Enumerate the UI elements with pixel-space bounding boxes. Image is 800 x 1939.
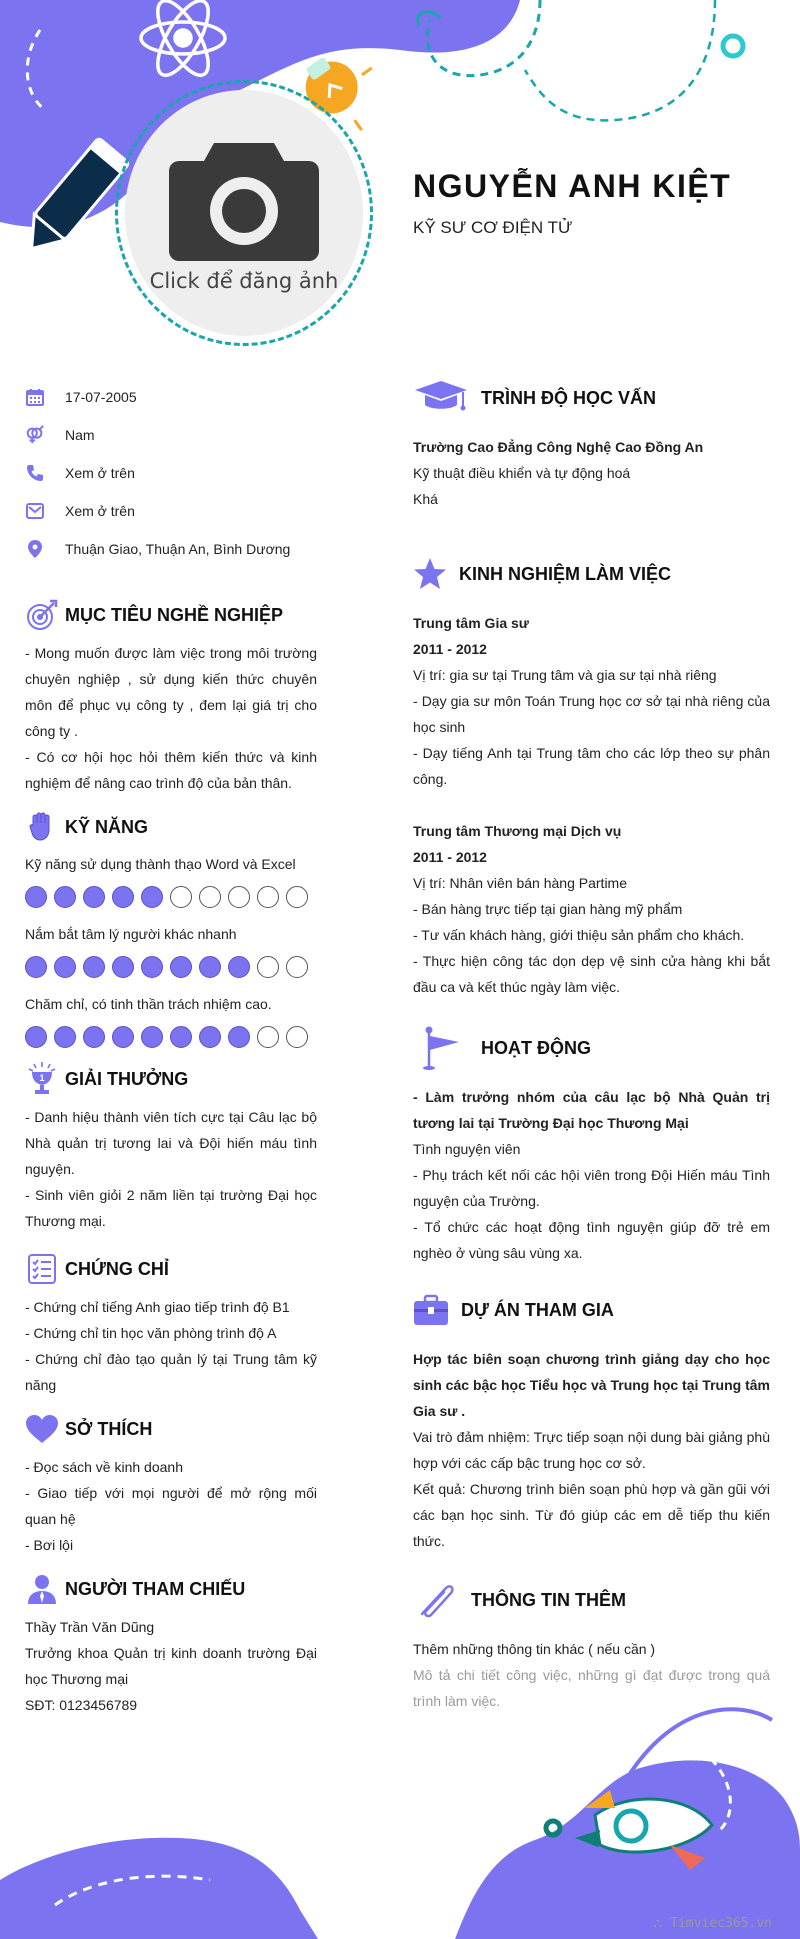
experience-line: - Dạy tiếng Anh tại Trung tâm cho các lớp theo sự phân công. [413,745,770,787]
experience-period: 2011 - 2012 [413,849,487,865]
rating-dot-empty [257,886,279,908]
experience-title: KINH NGHIỆM LÀM VIỆC [459,563,672,584]
experience-company: Trung tâm Gia sư [413,615,529,631]
phone-value: Xem ở trên [65,465,135,481]
checklist-icon [25,1252,59,1286]
star-icon [413,554,447,594]
rating-dot-filled [170,956,192,978]
skill-name: Kỹ năng sử dụng thành thạo Word và Excel [25,856,296,872]
objective-header [25,598,317,632]
rating-dot-filled [54,886,76,908]
skills-list [25,852,317,1048]
rating-dot-filled [170,1026,192,1048]
email-icon [25,501,45,521]
skill-item [25,922,317,978]
projects-title: DỰ ÁN THAM GIA [461,1299,614,1320]
rating-dot-filled [83,886,105,908]
gender-icon [25,425,45,445]
rating-dot-empty [199,886,221,908]
activities-header [413,1028,770,1068]
gender-row [25,416,317,454]
skill-rating [25,886,317,908]
award-line: - Sinh viên giỏi 2 năm liền tại trường Đại học Thương mại. [25,1187,317,1229]
briefcase-icon [413,1290,449,1330]
paperclip-icon [413,1580,459,1620]
email-value: Xem ở trên [65,503,135,519]
rating-dot-filled [199,956,221,978]
references-title: NGƯỜI THAM CHIẾU [65,1578,246,1599]
award-line: - Danh hiệu thành viên tích cực tại Câu lạc bộ Nhà quản trị tương lai và Đội hiến máu tình nguyện. [25,1109,317,1177]
projects-header [413,1290,770,1330]
rating-dot-filled [141,886,163,908]
calendar-icon [25,387,45,407]
job-title: KỸ SƯ CƠ ĐIỆN TỬ [413,218,573,237]
certificate-line: - Chứng chỉ tiếng Anh giao tiếp trình độ B1 [25,1299,290,1315]
skill-name: Nắm bắt tâm lý người khác nhanh [25,926,237,942]
experience-line: - Tư vấn khách hàng, giới thiệu sản phẩm cho khách. [413,927,745,943]
rating-dot-empty [228,886,250,908]
education-school: Trường Cao Đẳng Công Nghệ Cao Đồng An [413,439,704,455]
awards-header [25,1062,317,1096]
rating-dot-empty [286,1026,308,1048]
education-grade: Khá [413,491,438,507]
svg-text:1: 1 [39,1073,45,1083]
additional-line: Thêm những thông tin khác ( nếu cần ) [413,1641,656,1657]
rating-dot-empty [286,956,308,978]
hand-icon [25,810,59,844]
hobby-line: - Giao tiếp với mọi người để mở rộng mối quan hệ [25,1485,317,1527]
rating-dot-filled [54,1026,76,1048]
avatar-ring [115,80,373,346]
experience-line: - Thực hiện công tác dọn dẹp vệ sinh cửa hàng khi bắt đầu ca và kết thúc ngày làm việc. [413,953,770,995]
certificate-line: - Chứng chỉ đào tạo quản lý tại Trung tâm kỹ năng [25,1351,317,1393]
rating-dot-empty [286,886,308,908]
awards-title: GIẢI THƯỞNG [65,1068,189,1089]
trophy-icon [25,1062,59,1096]
experience-line: - Bán hàng trực tiếp tại gian hàng mỹ phẩm [413,901,683,917]
hobby-line: - Đọc sách về kinh doanh [25,1459,183,1475]
person-icon [25,1572,59,1606]
experience-company: Trung tâm Thương mại Dịch vụ [413,823,622,839]
birthday-value: 17-07-2005 [65,389,137,405]
hobbies-header [25,1412,317,1446]
watermark: ⛬ Timviec365.vn [653,1916,772,1931]
education-major: Kỹ thuật điều khiển và tự động hoá [413,465,631,481]
rating-dot-filled [141,1026,163,1048]
education-header [413,378,770,418]
skill-name: Chăm chỉ, có tinh thần trách nhiệm cao. [25,996,272,1012]
rating-dot-filled [54,956,76,978]
heart-icon [25,1412,59,1446]
email-row [25,492,317,530]
rating-dot-filled [83,956,105,978]
phone-icon [25,463,45,483]
rating-dot-empty [257,956,279,978]
avatar-upload-label: Click để đăng ảnh [149,269,339,293]
rating-dot-filled [228,1026,250,1048]
rating-dot-filled [83,1026,105,1048]
rating-dot-filled [112,956,134,978]
avatar-upload[interactable] [115,80,373,346]
skill-item [25,992,317,1048]
activities-heading: - Làm trưởng nhóm của câu lạc bộ Nhà Quản trị tương lai tại Trường Đại học Thương Mại [413,1089,770,1131]
spacer [413,792,770,818]
projects-heading: Hợp tác biên soạn chương trình giảng dạy cho học sinh các bậc học Tiểu học và Trung học tại Trung tâm Gia sư . [413,1351,770,1419]
additional-title: THÔNG TIN THÊM [471,1589,626,1610]
graduation-cap-icon [413,378,469,418]
rating-dot-filled [112,886,134,908]
activity-line: Tình nguyện viên [413,1141,521,1157]
certificates-title: CHỨNG CHỈ [65,1258,169,1279]
project-line: Vai trò đảm nhiệm: Trực tiếp soạn nội dung bài giảng phù hợp với các cấp bậc trung học cơ sở. [413,1429,770,1471]
experience-line: - Dạy gia sư môn Toán Trung học cơ sở tại nhà riêng của học sinh [413,693,770,735]
gender-value: Nam [65,427,95,443]
activity-line: - Tổ chức các hoạt động tình nguyện giúp đỡ trẻ em nghèo ở vùng sâu vùng xa. [413,1219,770,1261]
reference-line: Thầy Trần Văn Dũng [25,1619,155,1635]
candidate-name: NGUYỄN ANH KIỆT [413,168,732,204]
flag-icon [413,1028,469,1068]
skill-rating [25,1026,317,1048]
hobby-line: - Bơi lội [25,1537,74,1553]
education-title: TRÌNH ĐỘ HỌC VẤN [481,387,656,408]
rating-dot-empty [257,1026,279,1048]
rating-dot-filled [25,956,47,978]
certificate-line: - Chứng chỉ tin học văn phòng trình độ A [25,1325,277,1341]
objective-title: MỤC TIÊU NGHỀ NGHIỆP [65,604,284,625]
rating-dot-filled [112,1026,134,1048]
rating-dot-filled [199,1026,221,1048]
phone-row [25,454,317,492]
location-pin-icon [25,539,45,559]
activity-line: - Phụ trách kết nối các hội viên trong Đội Hiến máu Tình nguyện của Trường. [413,1167,770,1209]
target-icon [25,598,59,632]
left-column [25,378,317,1718]
experience-line: Vị trí: gia sư tại Trung tâm và gia sư tại nhà riêng [413,667,717,683]
skill-item [25,852,317,908]
reference-line: Trưởng khoa Quản trị kinh doanh trường Đại học Thương mại [25,1645,317,1687]
skills-header [25,810,317,844]
reference-line: SĐT: 0123456789 [25,1697,138,1713]
rating-dot-filled [228,956,250,978]
skill-rating [25,956,317,978]
activities-title: HOẠT ĐỘNG [481,1037,591,1058]
project-line: Kết quả: Chương trình biên soạn phù hợp và gần gũi với các bạn học sinh. Từ đó giúp các em dễ tiếp thu kiến thức. [413,1481,770,1549]
experience-line: Vị trí: Nhân viên bán hàng Partime [413,875,628,891]
references-header [25,1572,317,1606]
right-column [413,378,770,1714]
rating-dot-filled [25,1026,47,1048]
birthday-row [25,378,317,416]
objective-line: - Mong muốn được làm việc trong môi trường chuyên nghiệp , sử dụng kiến thức chuyên môn để phục vụ công ty , đem lại giá trị cho công ty . [25,645,317,739]
hobbies-title: SỞ THÍCH [65,1418,153,1439]
address-value: Thuận Giao, Thuận An, Bình Dương [65,541,291,557]
experience-header [413,554,770,594]
rating-dot-empty [170,886,192,908]
objective-line: - Có cơ hội học hỏi thêm kiến thức và kinh nghiệm để nâng cao trình độ của bản thân. [25,749,317,791]
rating-dot-filled [141,956,163,978]
additional-header [413,1580,770,1620]
certificates-header [25,1252,317,1286]
experience-period: 2011 - 2012 [413,641,487,657]
skills-title: KỸ NĂNG [65,816,149,837]
address-row [25,530,317,568]
rating-dot-filled [25,886,47,908]
additional-hint: Mô tả chi tiết công việc, những gì đạt được trong quá trình làm việc. [413,1667,770,1709]
